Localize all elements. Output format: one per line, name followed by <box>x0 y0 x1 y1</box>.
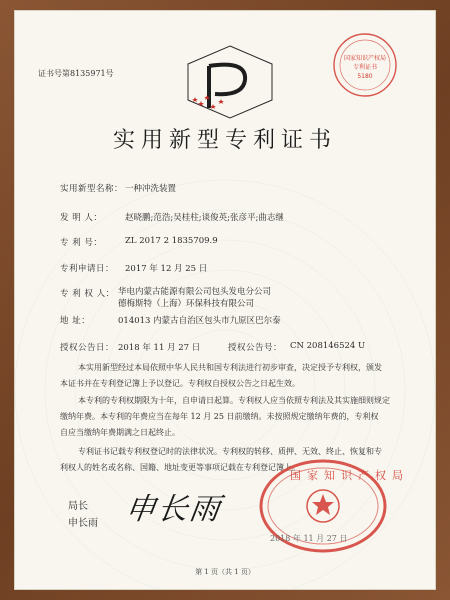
stamp-line-3: 5180 <box>357 73 373 80</box>
page-footer: 第 1 页（共 1 页） <box>195 568 255 576</box>
filing-date: 2017 年 12 月 25 日 <box>125 264 208 274</box>
patent-number: ZL 2017 2 1835709.9 <box>125 236 218 246</box>
patent-office-emblem-icon <box>175 42 285 122</box>
body-line-2: 本证书并在专利登记簿上予以登记。专利权自授权公告之日起生效。 <box>60 379 300 388</box>
body-line-7: 利权人的姓名或名称、国籍、地址变更等事项记载在专利登记簿上。 <box>60 463 300 472</box>
seal-date: 2018 年 11 月 27 日 <box>270 534 348 543</box>
body-line-4: 缴纳年费。本专利的年费应当在每年 12 月 25 日前缴纳。未按照规定缴纳年费的，专利权 <box>60 412 379 421</box>
address-value: 014013 内蒙古自治区包头市九原区巴尔泰 <box>118 316 281 326</box>
inventor-value: 赵晓鹏;范浩;吴桂柱;谈俊英;张彦平;曲志继 <box>125 213 284 223</box>
grant-date: 2018 年 11 月 27 日 <box>118 343 201 353</box>
stamp-line-2: 专利证书 <box>352 64 378 71</box>
grant-number: CN 208146524 U <box>290 341 366 351</box>
stamp-line-1: 国家知识产权局 <box>343 55 387 62</box>
utility-model-name: 一种冲洗装置 <box>125 184 177 194</box>
utility-model-name-label: 实用新型名称： <box>60 184 124 194</box>
filing-date-label: 专利申请日： <box>60 264 115 274</box>
director-name-label: 申长雨 <box>68 518 98 529</box>
patent-number-label: 专 利 号： <box>60 238 103 248</box>
certificate-number: 证书号第8135971号 <box>38 69 114 78</box>
seal-text: 国家知识产权局 <box>290 469 409 482</box>
inventor-label: 发 明 人： <box>60 213 103 223</box>
patentee-label: 专 利 权 人： <box>60 289 115 299</box>
patentee-1: 华电内蒙古能源有限公司包头发电分公司 <box>118 287 272 297</box>
patentee-2: 德梅斯特（上海）环保科技有限公司 <box>118 299 255 309</box>
director-signature: 申长雨 <box>123 492 224 527</box>
certificate-title: 实用新型专利证书 <box>112 128 337 153</box>
director-label: 局长 <box>68 501 88 512</box>
body-line-5: 自应当缴纳年费期满之日起终止。 <box>60 428 180 437</box>
top-right-stamp <box>330 30 400 100</box>
grant-date-label: 授权公告日： <box>60 343 115 353</box>
grant-number-label: 授权公告号： <box>228 343 283 353</box>
body-line-3: 本专利的专利权期限为十年，自申请日起算。专利权人应当依照专利法及其实施细则规定 <box>78 396 390 405</box>
address-label: 地 址： <box>60 316 91 326</box>
body-line-1: 本实用新型经过本局依照中华人民共和国专利法进行初步审查，决定授予专利权，颁发 <box>78 363 382 372</box>
body-line-6: 专利证书记载专利权登记时的法律状况。专利权的转移、质押、无效、终止、恢复和专 <box>78 447 382 456</box>
